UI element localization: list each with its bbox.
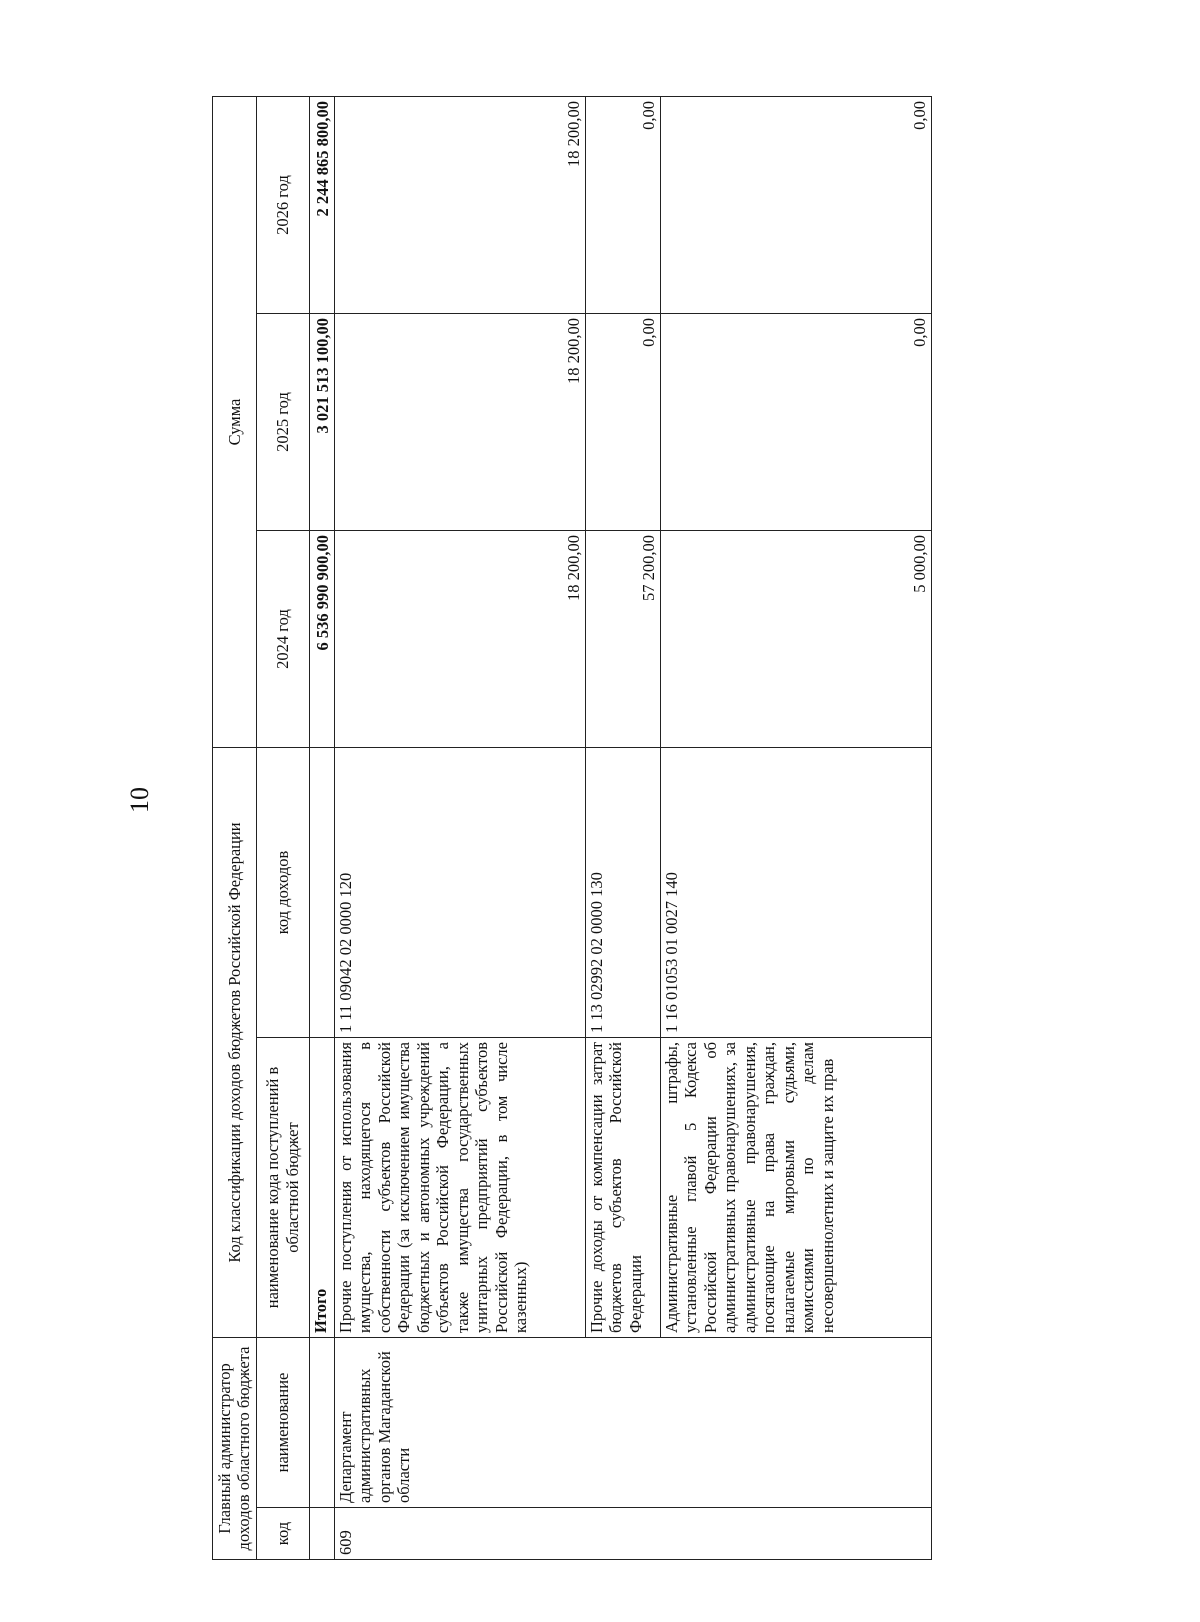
income-code: 1 13 02992 02 0000 130: [585, 747, 660, 1037]
rotated-page-content: [212, 96, 1002, 1560]
header-year-2024: 2024 год: [256, 530, 309, 747]
header-row-2: [256, 96, 309, 1559]
amount-2026: 0,00: [585, 96, 660, 313]
income-name: Административные штрафы, установленные главой 5 Кодекса Российской Федерации об административных правонарушениях, за административные правонарушения, посягающие на права граждан, налагаемые мировыми судьями, комиссиями по делам несовершеннолетних и защите их прав: [660, 1038, 931, 1338]
total-row: [309, 96, 334, 1559]
amount-2025: 0,00: [585, 313, 660, 530]
amount-2025: 18 200,00: [334, 313, 585, 530]
amount-2024: 18 200,00: [334, 530, 585, 747]
income-code: 1 11 09042 02 0000 120: [334, 747, 585, 1037]
amount-2024: 57 200,00: [585, 530, 660, 747]
header-year-2025: 2025 год: [256, 313, 309, 530]
header-classification-group: Код классификации доходов бюджетов Российской Федерации: [213, 747, 257, 1337]
income-code: 1 16 01053 01 0027 140: [660, 747, 931, 1037]
table-row: [334, 96, 585, 1559]
amount-2024: 5 000,00: [660, 530, 931, 747]
total-2024: 6 536 990 900,00: [309, 530, 334, 747]
amount-2025: 0,00: [660, 313, 931, 530]
total-empty-name: [309, 1338, 334, 1508]
header-admin-group: Главный администратор доходов областного бюджета: [213, 1338, 257, 1560]
admin-name: Департамент административных органов Магаданской области: [334, 1338, 931, 1508]
amount-2026: 0,00: [660, 96, 931, 313]
amount-2026: 18 200,00: [334, 96, 585, 313]
header-income-code: код доходов: [256, 747, 309, 1037]
page-number: 10: [125, 787, 154, 813]
total-empty-code: [309, 1508, 334, 1560]
header-name: наименование: [256, 1338, 309, 1508]
header-code: код: [256, 1508, 309, 1560]
admin-code: 609: [334, 1508, 931, 1560]
total-label: Итого: [309, 1038, 334, 1338]
header-year-2026: 2026 год: [256, 96, 309, 313]
header-row-1: [213, 96, 257, 1559]
total-empty-income-code: [309, 747, 334, 1037]
header-sum-group: Сумма: [213, 96, 257, 747]
header-income-name: наименование кода поступлений в областной бюджет: [256, 1038, 309, 1338]
income-name: Прочие доходы от компенсации затрат бюджетов субъектов Российской Федерации: [585, 1038, 660, 1338]
income-name: Прочие поступления от использования имущества, находящегося в собственности субъектов Российской Федерации (за исключением имущества бюджетных и автономных учреждений субъектов Российской Федерации, а также имущества государственных унитарных предприятий субъектов Российской Федерации, в том числе казенных): [334, 1038, 585, 1338]
total-2026: 2 244 865 800,00: [309, 96, 334, 313]
total-2025: 3 021 513 100,00: [309, 313, 334, 530]
income-table: [212, 96, 932, 1560]
